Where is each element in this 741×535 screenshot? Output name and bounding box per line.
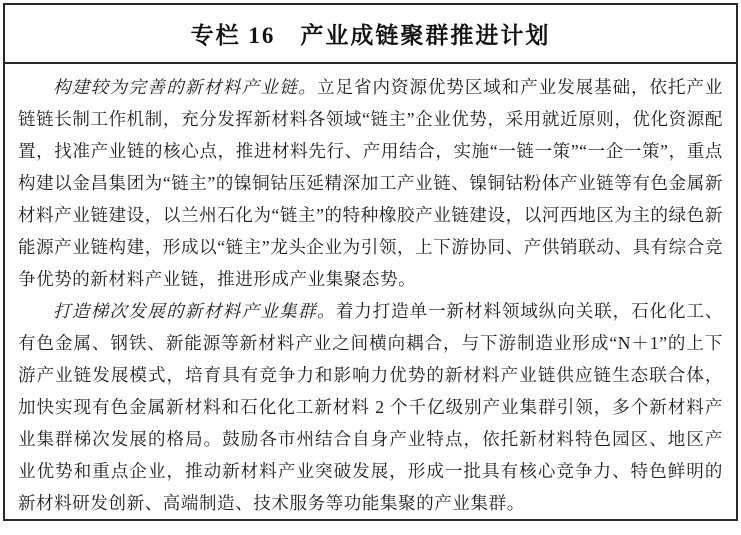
- column-title-row: [5, 5, 736, 64]
- paragraph-body: 立足省内资源优势区域和产业发展基础，依托产业链链长制工作机制，充分发挥新材料各领域“链主”企业优势，采用就近原则，优化资源配置，找准产业链的核心点，推进材料先行、产用结合，实施“一链一策”“一企一策”，重点构建以金昌集团为“链主”的镍铜钴压延精深加工产业链、镍铜钴粉体产业链等有色金属新材料产业链建设，以兰州石化为“链主”的特种橡胶产业链建设，以河西地区为主的绿色新能源产业链构建，形成以“链主”龙头企业为引领，上下游协同、产供销联动、具有综合竞争优势的新材料产业链，推进形成产业集聚态势。: [18, 77, 724, 289]
- paragraph-industry-cluster: [18, 295, 723, 519]
- paragraph-lead: 打造梯次发展的新材料产业集群。: [53, 301, 336, 321]
- paragraph-lead: 构建较为完善的新材料产业链。: [53, 77, 318, 97]
- paragraph-body: 着力打造单一新材料领域纵向关联，石化化工、有色金属、钢铁、新能源等新材料产业之间横向耦合，与下游制造业形成“N＋1”的上下游产业链发展模式，培育具有竞争力和影响力优势的新材料产业链供应链生态联合体，加快实现有色金属新材料和石化化工新材料 2 个千亿级别产业集群引领，多个新材料产业集群梯次发展的格局。鼓励各市州结合自身产业特点，依托新材料特色园区、地区产业优势和重点企业，推动新材料产业突破发展，形成一批具有核心竞争力、特色鲜明的新材料研发创新、高端制造、技术服务等功能集聚的产业集群。: [18, 301, 723, 513]
- column-box: [3, 3, 738, 521]
- paragraph-industry-chain: [18, 71, 723, 295]
- column-title: 专栏 16 产业成链聚群推进计划: [190, 23, 551, 48]
- column-body: [5, 64, 736, 519]
